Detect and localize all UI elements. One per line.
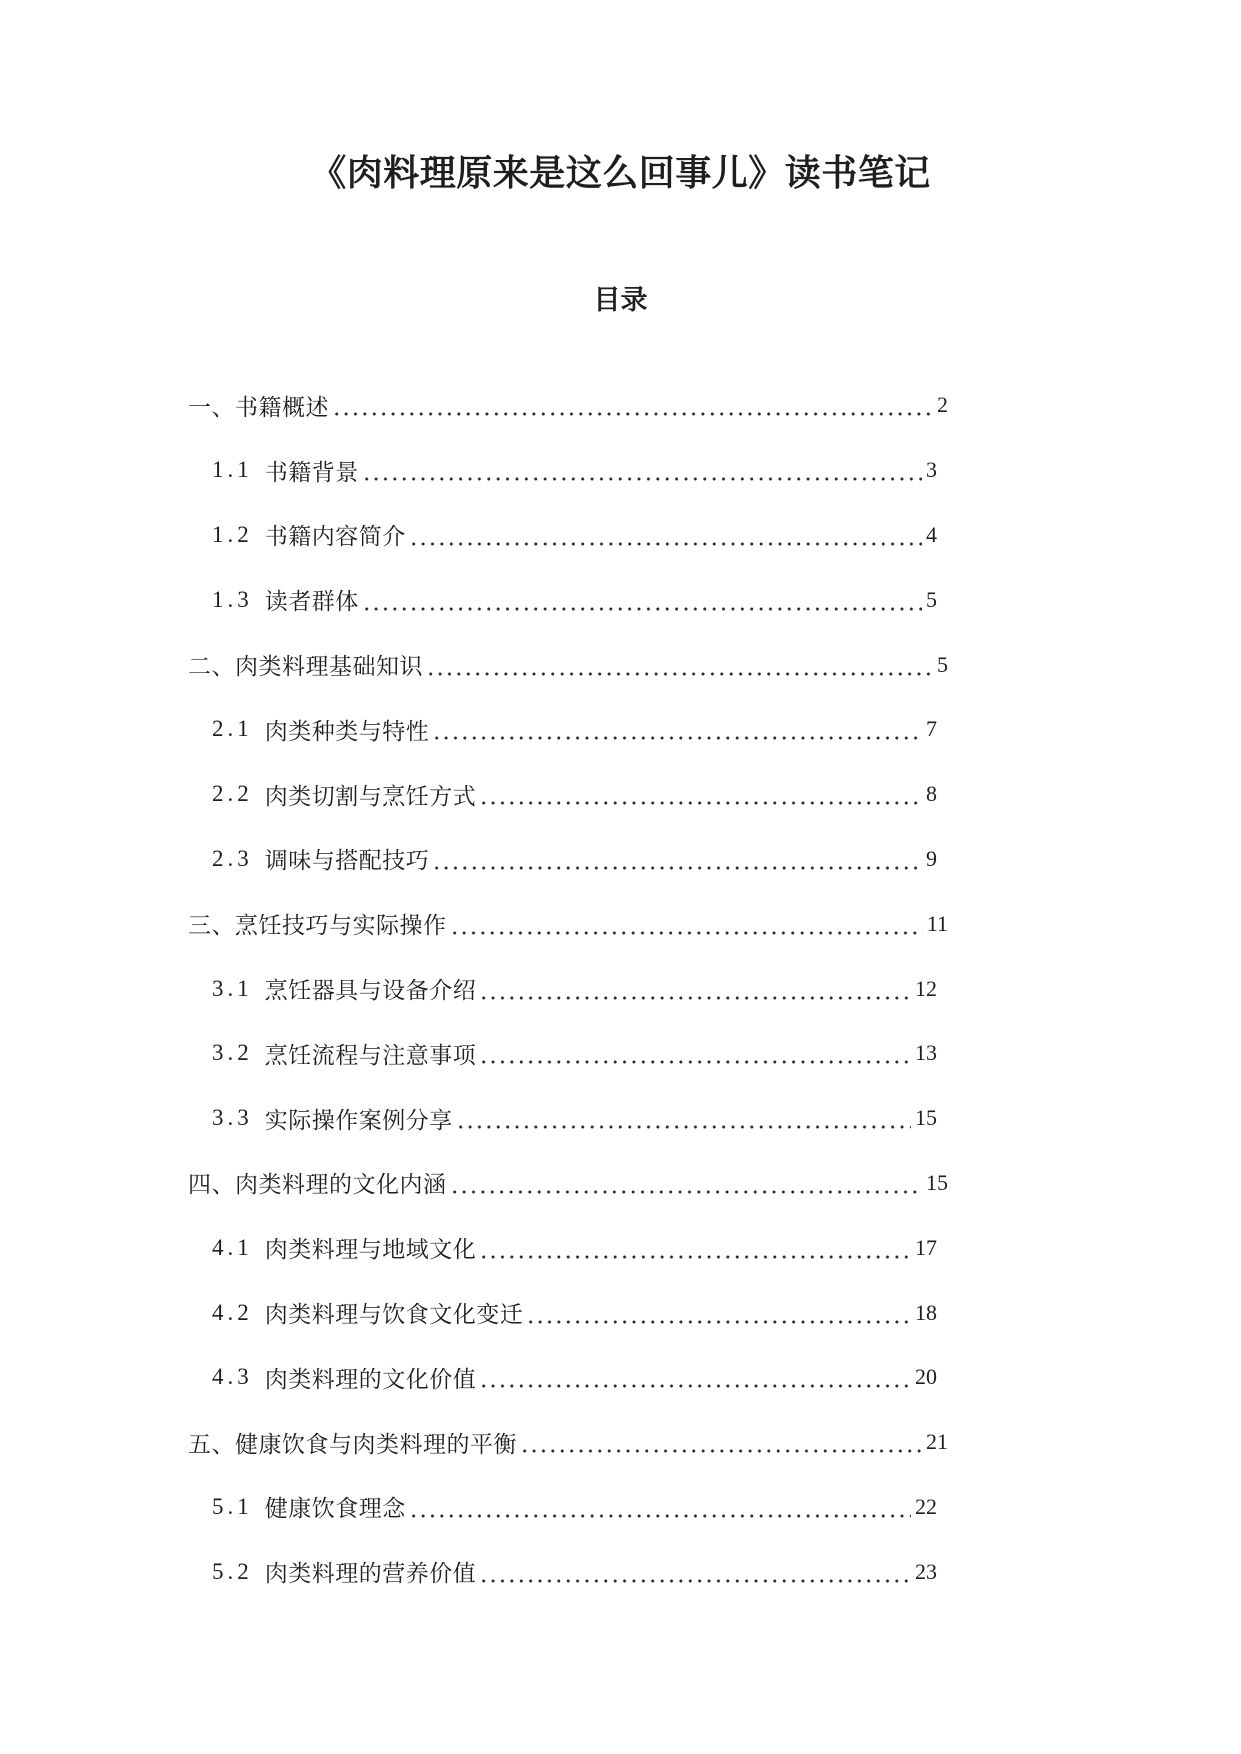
toc-page-number: 20 (915, 1364, 937, 1390)
dot-leader (479, 1384, 911, 1388)
toc-entry (188, 632, 948, 697)
toc-subentry (212, 1086, 937, 1151)
dot-leader (526, 1320, 911, 1324)
dot-leader (432, 736, 922, 740)
dot-leader (362, 607, 922, 611)
toc-page-number: 23 (915, 1558, 937, 1584)
toc-entry-label: 书籍内容简介 (264, 524, 406, 550)
dot-leader (362, 477, 922, 481)
toc-entry-label: 肉类料理与饮食文化变迁 (264, 1302, 524, 1328)
toc-entry-number: 4.2 (212, 1299, 253, 1325)
toc-page-number: 5 (937, 651, 948, 677)
toc-page-number: 22 (915, 1493, 937, 1519)
toc-page-number: 21 (926, 1429, 948, 1455)
toc-entry-label: 肉类料理的营养价值 (264, 1561, 477, 1587)
dot-leader (479, 1579, 911, 1583)
toc-entry-label: 肉类料理的文化价值 (264, 1366, 477, 1392)
toc-subentry (212, 438, 937, 503)
toc-entry (188, 1410, 948, 1475)
toc-entry-label: 四、肉类料理的文化内涵 (188, 1172, 447, 1198)
toc-page-number: 12 (915, 975, 937, 1001)
toc-page-number: 13 (915, 1040, 937, 1066)
toc-page-number: 3 (926, 457, 937, 483)
toc-entry-label: 肉类切割与烹饪方式 (264, 783, 477, 809)
toc-entry-number: 1.1 (212, 457, 253, 483)
toc-entry-label: 实际操作案例分享 (264, 1107, 453, 1133)
toc-entry (188, 1151, 948, 1216)
toc-entry (188, 373, 948, 438)
toc-entry-label: 肉类料理与地域文化 (264, 1237, 477, 1263)
dot-leader (456, 1125, 911, 1129)
dot-leader (450, 1190, 923, 1194)
toc-entry-number: 4.3 (212, 1364, 253, 1390)
toc-entry-number: 2.2 (212, 781, 253, 807)
toc-entry-number: 1.3 (212, 586, 253, 612)
toc-entry-number: 1.2 (212, 521, 253, 547)
toc-entry-number: 2.1 (212, 716, 253, 742)
toc-entry-label: 烹饪器具与设备介绍 (264, 978, 477, 1004)
dot-leader (332, 412, 933, 416)
toc-subentry (212, 956, 937, 1021)
toc-page-number: 5 (926, 586, 937, 612)
toc-entry-number: 5.2 (212, 1558, 253, 1584)
toc-page-number: 2 (937, 392, 948, 418)
toc-subentry (212, 1475, 937, 1540)
toc-subentry (212, 762, 937, 827)
toc-entry-label: 肉类种类与特性 (264, 718, 430, 744)
toc-entry-number: 4.1 (212, 1234, 253, 1260)
toc-subentry (212, 1215, 937, 1280)
toc-subentry (212, 1539, 937, 1604)
dot-leader (426, 672, 933, 676)
toc-page-number: 18 (915, 1299, 937, 1325)
dot-leader (479, 1255, 911, 1259)
toc-entry-label: 三、烹饪技巧与实际操作 (188, 913, 447, 939)
toc-entry-label: 一、书籍概述 (188, 394, 329, 420)
toc-subentry (212, 1280, 937, 1345)
toc-entry-number: 2.3 (212, 845, 253, 871)
toc-page-number: 11 (926, 910, 948, 936)
toc-heading: 目录 (593, 285, 648, 315)
toc-page-number: 15 (926, 1169, 948, 1195)
dot-leader (479, 801, 922, 805)
dot-leader (450, 931, 923, 935)
dot-leader (409, 542, 922, 546)
toc-entry-number: 3.3 (212, 1105, 253, 1131)
toc-subentry (212, 503, 937, 568)
toc-page-number: 7 (926, 716, 937, 742)
toc-page-number: 15 (915, 1105, 937, 1131)
toc-page-number: 9 (926, 845, 937, 871)
document-title: 《肉料理原来是这么回事儿》读书笔记 (310, 153, 931, 193)
toc-page-number: 4 (926, 521, 937, 547)
dot-leader (432, 866, 922, 870)
table-of-contents (0, 373, 1241, 1604)
toc-entry-label: 五、健康饮食与肉类料理的平衡 (188, 1431, 517, 1457)
toc-subentry (212, 1021, 937, 1086)
toc-page-number: 17 (915, 1234, 937, 1260)
dot-leader (409, 1514, 911, 1518)
dot-leader (479, 996, 911, 1000)
dot-leader (520, 1449, 922, 1453)
toc-entry-label: 健康饮食理念 (264, 1496, 406, 1522)
dot-leader (479, 1060, 911, 1064)
toc-entry-label: 读者群体 (264, 589, 359, 615)
toc-entry-label: 烹饪流程与注意事项 (264, 1042, 477, 1068)
toc-page-number: 8 (926, 781, 937, 807)
toc-subentry (212, 697, 937, 762)
toc-subentry (212, 567, 937, 632)
toc-subentry (212, 1345, 937, 1410)
toc-subentry (212, 827, 937, 892)
toc-entry-label: 二、肉类料理基础知识 (188, 654, 423, 680)
toc-entry-number: 3.1 (212, 975, 253, 1001)
toc-entry-number: 3.2 (212, 1040, 253, 1066)
toc-entry (188, 891, 948, 956)
toc-entry-label: 调味与搭配技巧 (264, 848, 430, 874)
toc-entry-label: 书籍背景 (264, 459, 359, 485)
toc-entry-number: 5.1 (212, 1493, 253, 1519)
